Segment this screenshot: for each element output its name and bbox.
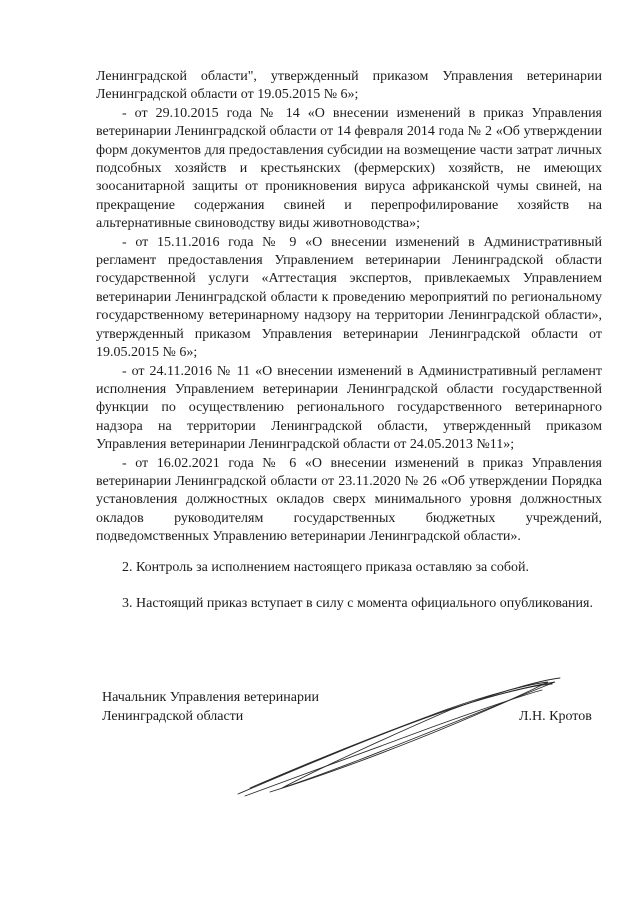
paragraph-order-16-02-2021: - от 16.02.2021 года № 6 «О внесении изменений в приказ Управления ветеринарии Ленинградской области от 23.11.2020 № 26 «Об утверждении Порядка установления должностных окладов сверх минимального уровня должностных окладов руководителям государственных бюджетных учреждений, подведомственных Управлению ветеринарии Ленинградской области». <box>96 455 602 545</box>
paragraph-order-29-10-2015: - от 29.10.2015 года № 14 «О внесении изменений в приказ Управления ветеринарии Ленинградской области от 14 февраля 2014 года № 2 «Об утверждении форм документов для предоставления субсидии на возмещение части затрат личных подсобных хозяйств и крестьянских (фермерских) хозяйств, не имеющих зоосанитарной защиты от проникновения вируса африканской чумы свиней, на прекращение содержания свиней и перепрофилирование хозяйств на альтернативные свиноводству виды животноводства»; <box>96 105 602 232</box>
signatory-position-line1: Начальник Управления ветеринарии <box>102 690 319 705</box>
paragraph-continuation: Ленинградской области", утвержденный приказом Управления ветеринарии Ленинградской области от 19.05.2015 № 6»; <box>96 69 602 103</box>
paragraph-effective: 3. Настоящий приказ вступает в силу с момента официального опубликования. <box>122 595 593 611</box>
document-body <box>96 68 602 613</box>
handwritten-signature <box>230 676 570 806</box>
paragraph-order-24-11-2016: - от 24.11.2016 № 11 «О внесении изменений в Административный регламент исполнения Управлением ветеринарии Ленинградской области государственной функции по осуществлению регионального государственного ветеринарного надзора на территории Ленинградской области, утвержденный приказом Управления ветеринарии Ленинградской области от 24.05.2013 №11»; <box>96 363 602 453</box>
paragraph-order-15-11-2016: - от 15.11.2016 года № 9 «О внесении изменений в Административный регламент предоставления Управлением ветеринарии Ленинградской области государственной услуги «Аттестация экспертов, привлекаемых Управлением ветеринарии Ленинградской области к проведению мероприятий по региональному государственному ветеринарному надзору на территории Ленинградской области», утвержденный приказом Управления ветеринарии Ленинградской области от 19.05.2015 № 6»; <box>96 234 602 361</box>
signatory-name: Л.Н. Кротов <box>519 709 592 724</box>
paragraph-control: 2. Контроль за исполнением настоящего приказа оставляю за собой. <box>122 559 530 575</box>
signatory-position-line2: Ленинградской области <box>102 709 244 724</box>
